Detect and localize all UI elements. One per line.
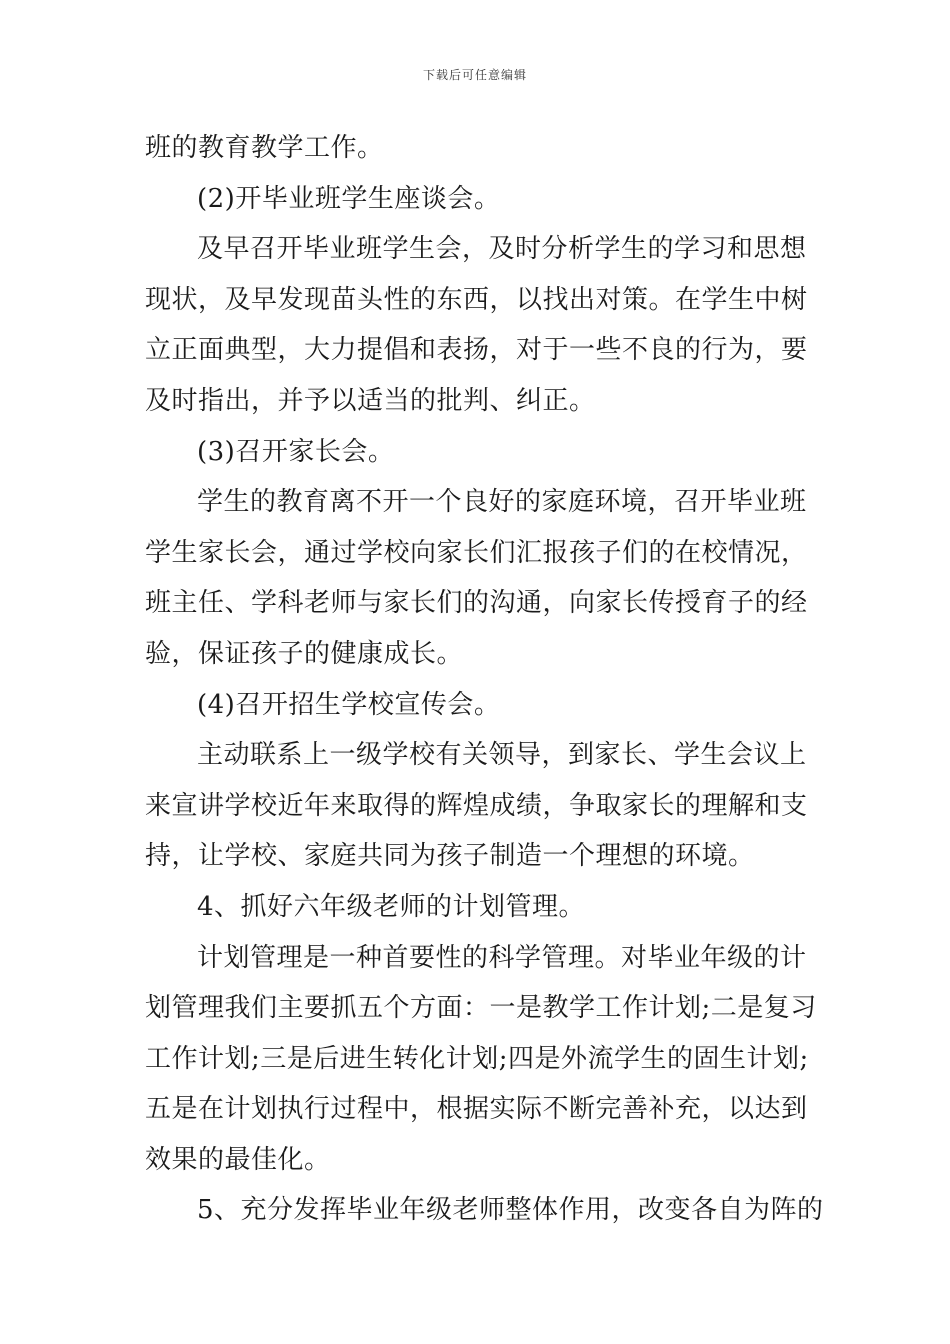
text-line: 划管理我们主要抓五个方面：一是教学工作计划;二是复习 xyxy=(145,993,817,1024)
text-line: 验，保证孩子的健康成长。 xyxy=(145,638,464,669)
text-line: 现状，及早发现苗头性的东西，以找出对策。在学生中树 xyxy=(145,284,808,315)
text-line: 学生的教育离不开一个良好的家庭环境，召开毕业班 xyxy=(197,487,807,518)
text-line: (3)召开家长会。 xyxy=(197,436,395,467)
text-line: 持，让学校、家庭共同为孩子制造一个理想的环境。 xyxy=(145,841,755,872)
text-line: 班主任、学科老师与家长们的沟通，向家长传授育子的经 xyxy=(145,588,808,619)
text-line: 立正面典型，大力提倡和表扬，对于一些不良的行为，要 xyxy=(145,335,808,366)
text-line: 工作计划;三是后进生转化计划;四是外流学生的固生计划; xyxy=(145,1043,809,1074)
text-line: 主动联系上一级学校有关领导，到家长、学生会议上 xyxy=(197,740,807,771)
text-line: 效果的最佳化。 xyxy=(145,1144,331,1175)
document-body xyxy=(145,128,824,1241)
text-line: 4、抓好六年级老师的计划管理。 xyxy=(197,891,586,922)
text-line: 计划管理是一种首要性的科学管理。对毕业年级的计 xyxy=(197,942,807,973)
text-line: (4)召开招生学校宣传会。 xyxy=(197,689,501,720)
text-line: 及时指出，并予以适当的批判、纠正。 xyxy=(145,385,596,416)
text-line: 五是在计划执行过程中，根据实际不断完善补充，以达到 xyxy=(145,1094,808,1125)
text-line: (2)开毕业班学生座谈会。 xyxy=(197,183,501,214)
page-header: 下载后可任意编辑 xyxy=(422,68,527,82)
text-line: 来宣讲学校近年来取得的辉煌成绩，争取家长的理解和支 xyxy=(145,790,808,821)
text-line: 学生家长会，通过学校向家长们汇报孩子们的在校情况， xyxy=(145,537,808,568)
text-line: 班的教育教学工作。 xyxy=(145,133,384,163)
text-line: 及早召开毕业班学生会，及时分析学生的学习和思想 xyxy=(197,234,807,265)
text-line: 5、充分发挥毕业年级老师整体作用，改变各自为阵的 xyxy=(197,1195,824,1226)
